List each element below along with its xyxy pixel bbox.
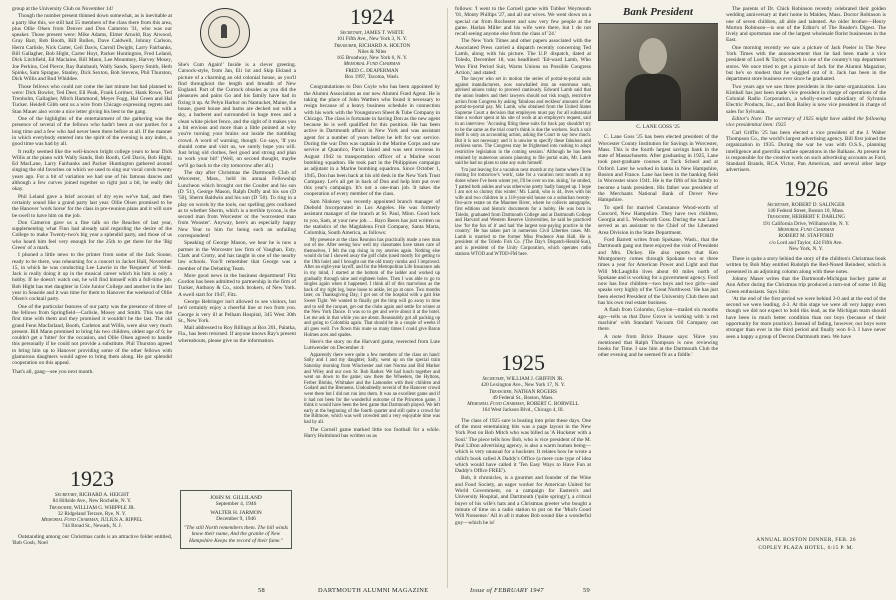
class-year-heading: 1925: [501, 352, 545, 375]
paragraph: Bob, it chronicles, is a gourmet and founder of the Wine and Food Society, an eager worker for American United for World Government, on a campaign for Eastern's and University Hospital, and Dartmouth ('quite springy'), a critical buyer of his wife's hats and a Christmas greeter who bought a minute of time on a radio station to put on the 'Much Good Will Nonsense.' All in all it makes Bob sound like a wonderful guy—which he is!: [455, 475, 591, 526]
dinner-line: ANNUAL BOSTON DINNER, FEB. 26: [756, 537, 856, 543]
intro-text: group at the University Club on November 14!: [12, 6, 114, 12]
magazine-title: DARTMOUTH ALUMNI MAGAZINE: [318, 587, 429, 594]
paragraph: Congratulations to Don Coyle who has been appointed by the Alumni Association as our new Alumni Fund Agent. He is taking the place of John Wattlers who found it necessary to resign because of a heavy business schedule in connection with his work with the Youngstown Sheet & Tube Company in Chicago. The class is fortunate in having Don as the new agent because he is well qualified for this position. He has been active in Dartmouth affairs in New York and was assistant agent for a number of years before he left for war service. During the war Don was captain in the Marine Corps and saw service at Quantico, Parris Island and was sent overseas in August 1942 to transportation officer of a Marine scout bombing squadron. He took part in the Philippines campaign as adjutant in a Marine bombing squadron. Since October 1, 1945, Don has been back at his old desk in the New York Trust Company. Let's all get in back of Don and help him put over this year's campaign. It's not a one-man job. It takes the cooperation of every member of the class.: [304, 84, 440, 198]
paragraph: The day after Christmas the Dartmouth Club of Worcester, Mass., held its annual Fellowship Luncheon which brought out the Coulter and his son (D '51), George Mason, Ralph Duffy and his son (D '50), Sherm Baldwin and his son (D '50). To ring in a play on words by the tools, our spelling gets confused as to whether Sherm, which is a terrible tycoon, is the second man from Worcester or the 'worcestest man from Wooster'. Anyway, here's an especially happy New Year to him for being such an unfailing correspondent!: [178, 170, 296, 240]
paragraph: One morning recently we saw a picture of Jack Poeler in The New York Times with the announcement that he had been made a vice president of Lord & Taylor, which is one of the country's top department stores. We once tried to get a picture of Jack for the Alumni Magazine, but he's so modest that he wiggled out of it. Jack has been in the department store business ever since he graduated.: [726, 44, 886, 83]
paragraph: Though the number present thinned down somewhat, as is inevitable at a party like this, we still had 55 members of the class there from this area, plus Ollie Olsen from Denver and Don Cameron '31, who was our speaker. Those present were: Mike Adams, Elmer Arnold, Ray Atwood, Gray Barr, Bob Booth, Bill Bullen, Dave Caldwell, Johnny Carlson, Herm Carlisle, Nick Carter, Ceil Davis, Carroll Dwight, Larry Fairbanks, Bill Gallagher, Bob Hight, Carter Hoyt, Packer Huntington, Fred Leland, Dick Litchfield, Ed Maclaine, Bill Mann, Lee Mountney, Harvey Mosey, Joe Perkins, Ced Pierce, Ray Rainbault, Wally Sands, Sperry Smith, Herb Spinks, Sam Sprague, Stanley, Dick Sexton, Bob Stevens, Phil Thurston, Dick Willis and Bud Whiddee.: [12, 13, 172, 83]
right-page-number: 59: [583, 587, 590, 594]
paragraph: Carl Griffin '25 has been elected a vice president of the J. Walter Thompson Co., the world's largest advertising agency. Bill first joined the organization in 1935. During the war he was with O.S.S., planning intelligence and guerrilla warfare operations in the Balkans. At present he is responsible for the creative work on such advertising accounts as Ford, Standard Brands, RCA Victor, Pan American, and several other large advertisers.: [726, 129, 886, 174]
paragraph: The New York Times and other papers associated with the Associated Press carried a dispatch recently concerning Ted Lamb, along with his picture. The U.P. dispatch, dated at Toledo, December 18, was headlined: 'Ed-ward Lamb, Who Won First Period Suit, Warns Unions on Possible Congress Action,' and stated:: [455, 38, 591, 76]
memorial-name: JOHN M. GILLILAND: [210, 495, 262, 501]
paragraph: A note from Brice Dusase says: 'Have you mentioned that Ralph Thompson is now reviewing books for Time. I saw him at the Dartmouth Club the other evening and he seemed fit as a fiddle.': [598, 333, 718, 359]
left-page-number: 58: [258, 587, 265, 594]
paragraph: One of the particular features of our party was the presence of three of the fellows from Springfield—Carlisle, Mosey and Smith. This was the first time with them and they promised it wouldn't be the last. The old grand Fenn Macfarland, Booth, Carleton and Willis, were also very much present. Bill Mann promised to bring his two children, oldest age of 6; he couldn't get a 'hitter' for the occasion, and Ollie Olsen agreed to handle this personally if he could not provide a substitute. Phil Thurston agreed to bring him up to Hanover providing some of the other fellows with glamorous daughters would agree to bring them along. He got splendid cooperation on this appeal.: [12, 303, 172, 367]
paragraph: Mail addressed to Roy Billings at Box 201, Palatka, Fla., has been returned. If anyone knows Ray's present whereabouts, please give us the information.: [178, 325, 296, 344]
paragraph: There is quite a story behind the story of the children's Christmas book written by Bob May entitled Rudolph the Red-Nosed Reindeer, which is presented in an adjoining column along with these notes.: [726, 256, 886, 275]
dinner-line: COPLEY PLAZA HOTEL, 6:15 P. M.: [758, 545, 854, 551]
paragraph: More good news in the business department! Fitz Gordon has been admitted to partnership in the firm of Tucker, Anthony & Co., stock brokers, of New York. A swell start for 1947, Fitz.: [178, 272, 296, 298]
paragraph: She's Cum Again!' Inside is a clever greeting. Cursock-style, from Jan, Eli 1st and Skip Ekland a picture of a charming an old colonial house, as you'll find throughout the length and breadth of New England. Part of the Currock obsoles as you did the pleasures and pains Go and his family have had in fixing it up. At Pelyn Harbor on Nantucket, Maine, the house, guest house and barns are decked out with a sky, a barberet and surrounded in huge trees and a clean white picket fence, and the sight of it makes you a bit envious and more than a little pointed at why you're turning your brains out inside the tumbling crowd. A word of warning, though: Go says, 'If you should come and visit us, we surely hope you will. Just bring old clothes, feel good and strong and plan to work your bit!' (Well, on second thought, maybe we'll go back to the city tomorrow after all.): [178, 62, 296, 169]
paragraph: I phoned a little news to the printer from some of the Jack Soune, ready to be there, was rehearsing for a concert in Jacket Hall, November 15, in which he was conducting Lee Lawrie in the 'Requiem' of Verdi. Jack is really doing it up in the musical career which his him is only a hobby. If he doesn't watch out, he will find himself with a full-time job. Bob Hight has met daughter in Cole Junior College and another in the last year in Seaside and it was time for them to Hanover the weekend of Ollie Olsen's cocktail party.: [12, 252, 172, 303]
class-1925-section: [455, 352, 591, 572]
paragraph: One of the highlights of the entertainment of the gathering was the presence of several of the fellows who hadn't been at our parties for a long time and a few who had never been there before at all. If the manner in which everybody entered into the spirit of the evening is any index, a good time was had by all.: [12, 116, 172, 148]
column-2: [178, 6, 296, 572]
paragraph: Outstanding among our Christmas cards is an attractive folder entitled, 'Bob Gosh, Noel: [12, 533, 172, 547]
class-1923-section: [12, 468, 172, 573]
paragraph: Speaking of George Mason, we hear he is now a partner in the Worcester law firm of Vaughan, Esty, Clark and Crotty, and has taught in one of the nearby law schools. You'll remember that George was a member of the Debating Team.: [178, 240, 296, 272]
paragraph: The class of 1925 sure is busting into print these days. One of the most entertaining bits was a page layout in the New York Post on Bob Mitch who was billed as 'A Huckster with a Soul.' The piece tells how Bob, who is vice president of the M. Paul Lifton advertising agency, is also a warm human being—which is very unusual for a huckster. It relates how he wrote a child's book called A Daddy's Office (a mere cute type of idea which would have called it 'Ten Easy Ways to Have Fun at Daddy's Office FREE').: [455, 417, 591, 475]
memorial-box: [180, 490, 292, 570]
paragraph: George Bebringer isn't allowed to see visitors, but he'd certainly enjoy a cheerful line or two from you. George is very ill at Pelham Hospital, 345 West 30th St., New York.: [178, 298, 296, 324]
issue-date: Issue of FEBRUARY 1947: [470, 587, 544, 594]
class-officers: Secretary, WILLIAM J. GRIFFIN JR. 420 Lexington Ave., New York 17, N. Y. Treasurer, NATHAN ROGERS 49 Federal St., Boston, Mass. Memorial Fund Chairman, ROBERT C. BORWELL 164 West Jackson Blvd., Chicago 4, Ill.: [467, 376, 579, 414]
paragraph: 'At the end of the first period we were behind 3-0 and at the end of the second we were leading, 4-3. At this stage we were all very happy even though we did not expect to hold this lead, as the Michigan team should have been in much better condition than our boys (because of their opportunity for more practice). Instead of fading, however, our boys were stronger than ever in the third period and finally won 6-3. I have never seen a happy a group of Decron Dartmouth men. We have: [726, 295, 886, 340]
paragraph: Two years ago we saw three presidents in the same organization. Lou Kimball has just been made vice president in charge of operations of the Colonial Radio Corporation, a wholly-owned subsidiary of Sylvania Electric Products, Inc., and Bob Bailey is now vice president in charge of sales for Sylvania.: [726, 83, 886, 115]
paragraph: A flash from Colombo, Ceylon—mailed six months ago—tells us that Dave Grove is working with 'a red machine' with Standard Vacuum Oil Company out there.: [598, 307, 718, 333]
paragraph: The Cornell game marked little too football for a while. Harry Holmlund has written us as: [304, 426, 440, 439]
memorial-date: September 4, 1946: [215, 501, 257, 508]
column-3: [304, 6, 440, 572]
bank-president-headline: Bank President: [623, 6, 693, 18]
class-year-heading: 1926: [784, 175, 828, 201]
paragraph: 'I'm just leaving for a vacation next month at my home where I'll be rooting for tomorrow's 'work', take for a vacation next month at my dome where I've been winter yet, I'll be over on me. skiing,' he smiled, 'I patted both ankles and was otherwise pretty badly banged up. I hope I am not so clumsy this winter.' Mr. Lamb, who is 44, lives with his wife and two children in a 118-year-old house on a suburban twenty-five-acre estate on the Maumee River, where he collects autographs, first editions and historic documents for a hobby. He was born in Toledo, graduated from Dartmouth College and at Dartmouth College and Harvard and Western Reserve Universities, he said he practiced law 'for the fun of it' and had 'the largest non-paying practice in the country.' He has taken part in numerous Civil Liberties cases. Mr. Lamb is married to the former Miss Prudence Ann Hall. He is president of the Toledo Fish Co. ('The Day's Dispatch-Herald-Sun), and is president of the Unity Corporation, which operates radio stations WTOD and WTOD-FM here.: [455, 167, 591, 257]
class-year-heading: 1924: [350, 6, 394, 29]
paragraph: Apparently there were quite a few members of the class on hand: Sally and I and my daughter, Sally, went up on the special train Saturday morning from Winchester and met Norma and Bid Marker and Wiley and our own St. Bob Barker. We had lunch together and went on down to the game; saw there the Wheelers, the Hyltons, Ferber Blohks, Whittaker and the Lamondes with their children and Godard and the Brennens. Undoubtedly several of the Hanover crowd were there but I did not run into them. It was an excellent game and if it had not been for the wonderful outcome of the Princeton game, I think it would have been the best game that Dartmouth played. We left early at the beginning of the fourth quarter and still quite a crowd for the Biltmore, which was well crowded and a very enjoyable time was had by all.: [304, 352, 440, 425]
dartmouth-seal-icon: [200, 8, 250, 58]
gutter-divider: [447, 8, 448, 588]
paragraph: The lawyer who set in motion the series of portal-to-portal suits against manufacturers, now snowballed into an enormous sum, advised unions today to proceed cautiously. Edward Lamb said that the union leaders and their lawyers should not risk tough, restrictive action from Congress by asking 'fabulous and reckless' amounts of the portal-to-portal pay. Mr. Lamb, who obtained from the United States Supreme Court a decision that employers must pay for all substantial time a worker spent at his site of work at an employer's request, said in an interview: 'Accusing filing these suits for back pay shouldn't try to be the same as the trial court's think is due the workers. Such a suit itself is only an accounting action, asking the Court to say how much. But it is not necessary and it is unwise to specify these fabulous and reckless sums. The Congress may be frightened into rushing to adopt restrictive legislation in the coming session.' Although he has been retained by numerous unions planning to file portal suits, Mr. Lamb said he had no plans to take any suits himself.: [455, 77, 591, 167]
paragraph: Here's the story on the Harvard game, reerected from Lute Luttwender on December 4:: [304, 339, 440, 352]
photo-caption: C. LANE GOSS '25: [636, 124, 680, 130]
paragraph: Ford Barrett writes from Spokane, Wash., that the Dartmouth gang out there enjoyed the visit of President and Mrs. Dickey. He also reports that Ken Montgomery comes through Spokane two or three times a year for American Power and Light and that Will McLaughlin lives about 60 miles north of Spokane and is working for a government agency. Ford now has four children—two boys and two girls—and speaks very highly of the 'Great Northwest.' He has just been elected President of the University Club there and has his own real estate business.: [598, 237, 718, 307]
paragraph: To spell for married Constance Wood-worth of Concord, New Hampshire. They have two children, Georgia and L. Woodworth Goss. During the war Lane served as an assistant to the Chief of the Liberated Area Division in the State Department.: [598, 204, 718, 236]
column-6: [726, 6, 886, 572]
paragraph: Those fellows who could not come the last minute but had planned to were: Dick Bowler, Ted Deer, Ell Peak, Frank Lorimer, Hank Rowe, Ted Trenholm, Gallagher, Mitch Hammond, Meyer Fogg, Hal Green and Hal Tucker. Heidell Gibb sent us a wire from Chicago expressing regrets and Stan Mauer also wrote a nice letter giving his best to the gang.: [12, 83, 172, 115]
dinner-notice: [726, 530, 886, 570]
paragraph: My presence at the class Reunion has practically made a new man out of me. After seeing how well my classmates have taken care of themselves, I felt the rap rising in my arteries again. Nothing else would do but I showed away the golf clubs (used mostly for getting to the 19th hole) and I brought out the old trusty rumba and I improved. After an eight-year layoff, and for the Metropolitan Life Insurance ads in my mind, I started at the bottom of the ladder and worked up gradually through nine and eighteen holes. Then I was able to go to singles again when it happened. I think all of this marvelous as the back of my right leg, bone loose to ankle, let go at once. Two months later, on Thanksgiving Day, I got out of the hospital with a gait like Sweet Tight. We wanted to finally get the limp will go away in time and to sell the racquet, get out the clubs again and settle for winter at the New York Dance. It was so to get and we're about it at the hotel. Let me ask in that while you are about. Reasonably got all packing up and going to Colombia again. That should be in a couple of weeks if all goes well. I've flown this route so many times I could give Baron Holmes aces and spades.: [304, 237, 440, 338]
memorial-quote: "The still North remembers them. The hill winds know their name, And the granite of New Hampshire Keeps the record of their fame.": [184, 525, 288, 544]
paragraph: Editor's Note: The secretary of 1925 might have added the following vice presidential item: 1925: [726, 116, 886, 129]
paragraph: C. Lane Goss '25 has been elected president of the Worcester County Institution for Savings in Worcester, Mass. This is the fourth largest savings bank in the state of Massachusetts. After graduating in 1925, Lane took post-graduate courses at Tuck School and at Oxford. Later he worked in banks in New Hampshire, Boston and France. Lane has been in the banking field in Worcester since 1941. He is the fifth of his family to become a bank president. His father was president of the Merchants National Bank of Dover New Hampshire.: [598, 134, 718, 204]
paragraph: Don Cameron gave us a fine talk on the Reaches of last year, supplementing what Finn had already said regarding the desire of the College to make Twenty-two's big year a splendid party, and those of us who heard him feel very enough for the 25th to get there for the 'Big Green' of a mark.: [12, 219, 172, 251]
memorial-date: December 9, 1946: [216, 515, 256, 522]
class-officers: Secretary, RICHARD A. HEIGHT 84 Hillside Ave., New Rochelle, N. Y. Treasurer, WILLIAM G. WHIPPLE JR. 32 Ridgeland Terrace, Rye, N. Y. Memorial Fund Chairman, JULIUS A. RIPPEL 744 Broad St., Newark, N. J.: [41, 492, 143, 530]
paragraph: Sam Ninkney was recently appointed branch manager of Diebold Incorporated in Los Angeles. He was formerly assistant manager of the branch at St. Paul, Minn. Good luck to you, Sam, at your new job. ... Bayo Beers has just written us the statistics of the Magdalena Fruit Company, Santa Marta, Colombia, South America, as follows:: [304, 198, 440, 237]
class-officers: Secretary, ROBERT D. SALINGER 140 Federal Street, Boston 10, Mass. Treasurer, HERBERT F. DARLING 191 California Drive, Williamsville, N. Y. Memorial Fund Chairman ROBERT M. STAFFORD c/o Lord and Taylor, 424 Fifth Ave. New York, N. Y.: [762, 201, 850, 252]
paragraph: follows: 'I went to the Cornell game with Tubber Weymouth '01, Monty Phillips '27, and all our wives. We went down on a special car from Rochester and saw very few people at the game. Harlan Miller and his wife were there, but I do not recall seeing anyone else from the class of '24.': [455, 6, 591, 38]
memorial-name: WALTER H. JARMON: [210, 509, 262, 516]
class-year-heading: 1923: [70, 468, 114, 491]
paragraph: It really seemed like the well-known bright college years to hear Dick Willis at the piano with Wally Sands, Bob Booth, Ceil Davis, Bob Hight, Ed MacLane, Larry Fairbanks and Packer Huntington gathered around singing the old favorites on which we used to sing our vocal cords twenty years ago. For a bit of variation we had one of his famous dances and although a few curves joined together so right just a bit, he really did okay.: [12, 148, 172, 193]
paragraph: That's all, gang—see you next month.: [12, 368, 94, 375]
paragraph: Johnny Maser writes that the Dartmouth-Michigan hockey game at Ann Arbor during the Christmas trip produced a turn-out of some 16 Big Green enthusiasts. Says John:: [726, 275, 886, 295]
portrait-photo: [598, 23, 718, 121]
paragraph: The parents of Dr. Chick Robinson recently celebrated their golden wedding anniversary at their home in Malden, Mass. Doctor Robinson is one of seven children, all able and talented. An older brother—Henry Morton Robinson—is one of the Editor's of The Reader's Digest. The lively and sportsman one of the largest wholesale florist businesses in the East.: [726, 6, 886, 44]
column-5: [598, 6, 718, 572]
paragraph: Phil Leland gave a brief account of dry eyes we've had, and then certainly sound like a grand party last year. Ollie Olsen promised to be the Hanover 'work horse' for the class in pre-reunion plans and it will sure be swell to have him on the job.: [12, 193, 172, 219]
class-officers: Secretary, JAMES T. WHITE 101 Fifth Ave., New York 3, N. Y. Treasurer, RICHARD A. HOLTON Niles & Niles 165 Broadway, New York 6, N. Y. Memorial Fund Chairman FRED C. DEAPERMAN Box 1997, Tacoma, Wash.: [333, 30, 411, 81]
